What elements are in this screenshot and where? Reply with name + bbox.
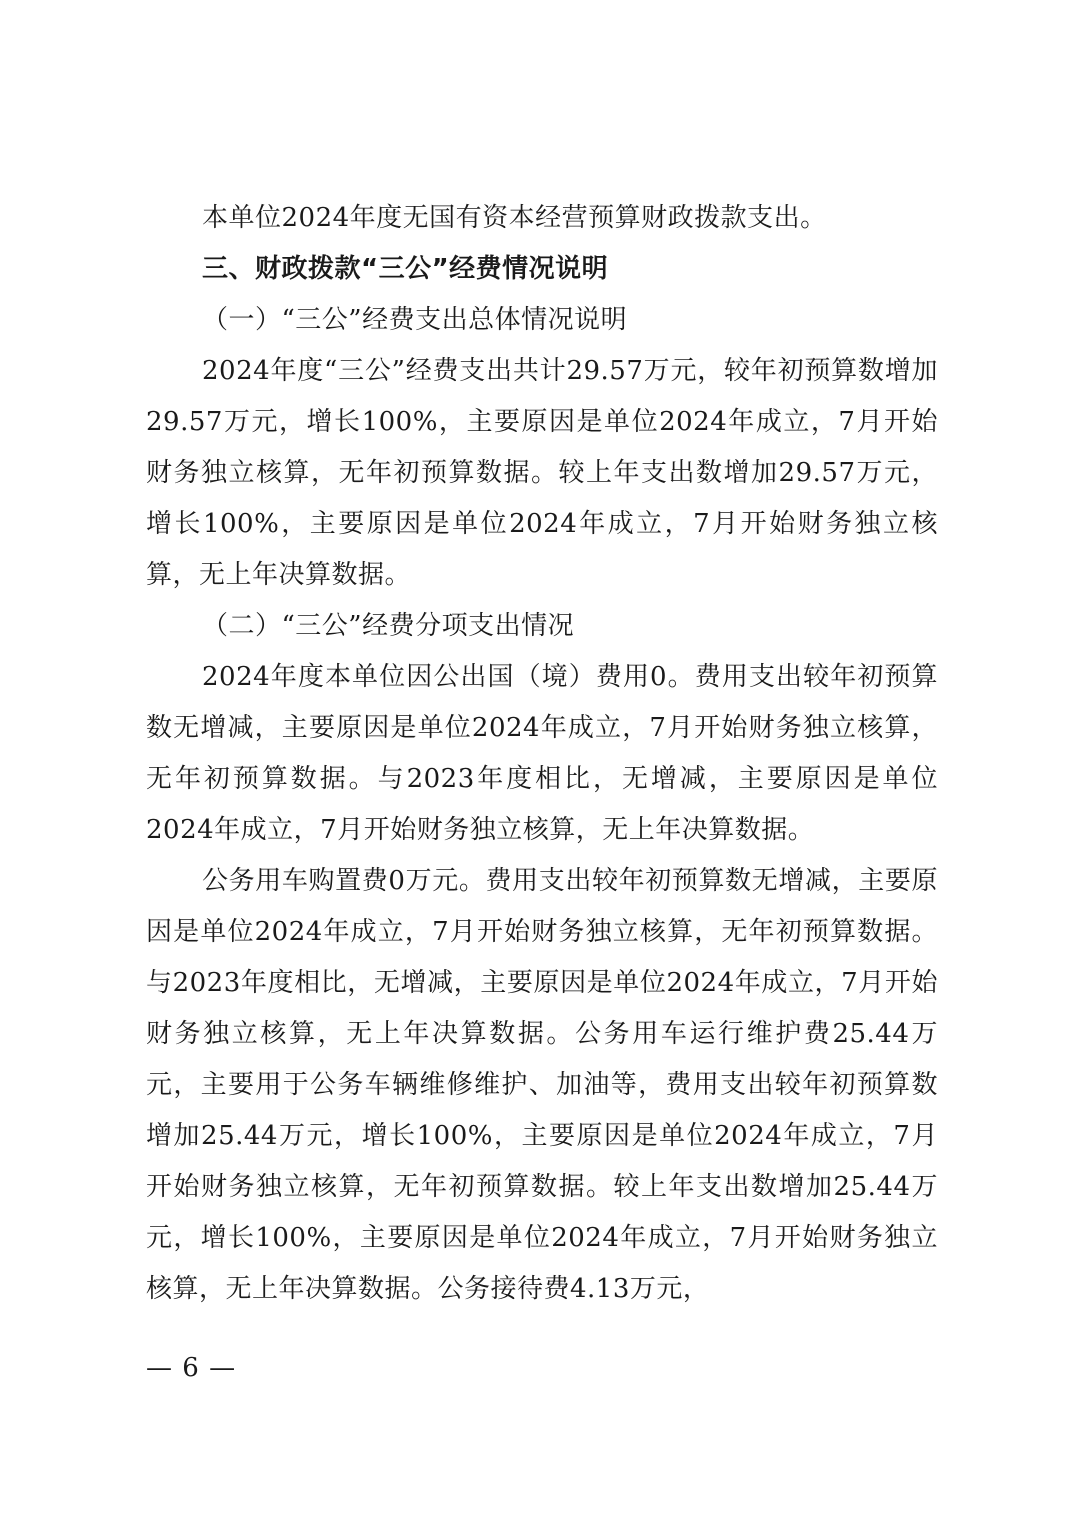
page-number: — 6 — bbox=[146, 1353, 237, 1383]
paragraph-state-capital: 本单位2024年度无国有资本经营预算财政拨款支出。 bbox=[202, 203, 827, 233]
paragraph-overall-spending: 2024年度“三公”经费支出共计29.57万元，较年初预算数增加29.57万元，增长100%，主要原因是单位2024年成立，7月开始财务独立核算，无年初预算数据。较上年支出数增加29.57万元，增长100%，主要原因是单位2024年成立，7月开始财务独立核算，无上年决算数据。 bbox=[146, 356, 938, 590]
subheading-overall: （一）“三公”经费支出总体情况说明 bbox=[202, 305, 628, 335]
paragraph-official-vehicles: 公务用车购置费0万元。费用支出较年初预算数无增减，主要原因是单位2024年成立，7月开始财务独立核算，无年初预算数据。与2023年度相比，无增减，主要原因是单位2024年成立，7月开始财务独立核算，无上年决算数据。公务用车运行维护费25.44万元，主要用于公务车辆维修维护、加油等，费用支出较年初预算数增加25.44万元，增长100%，主要原因是单位2024年成立，7月开始财务独立核算，无年初预算数据。较上年支出数增加25.44万元，增长100%，主要原因是单位2024年成立，7月开始财务独立核算，无上年决算数据。公务接待费4.13万元， bbox=[146, 866, 938, 1304]
section-heading-three-public: 三、财政拨款“三公”经费情况说明 bbox=[202, 254, 609, 284]
document-body bbox=[146, 193, 938, 1315]
subheading-itemized: （二）“三公”经费分项支出情况 bbox=[202, 611, 575, 641]
paragraph-overseas-travel: 2024年度本单位因公出国（境）费用0。费用支出较年初预算数无增减，主要原因是单位2024年成立，7月开始财务独立核算，无年初预算数据。与2023年度相比，无增减，主要原因是单位2024年成立，7月开始财务独立核算，无上年决算数据。 bbox=[146, 662, 938, 845]
